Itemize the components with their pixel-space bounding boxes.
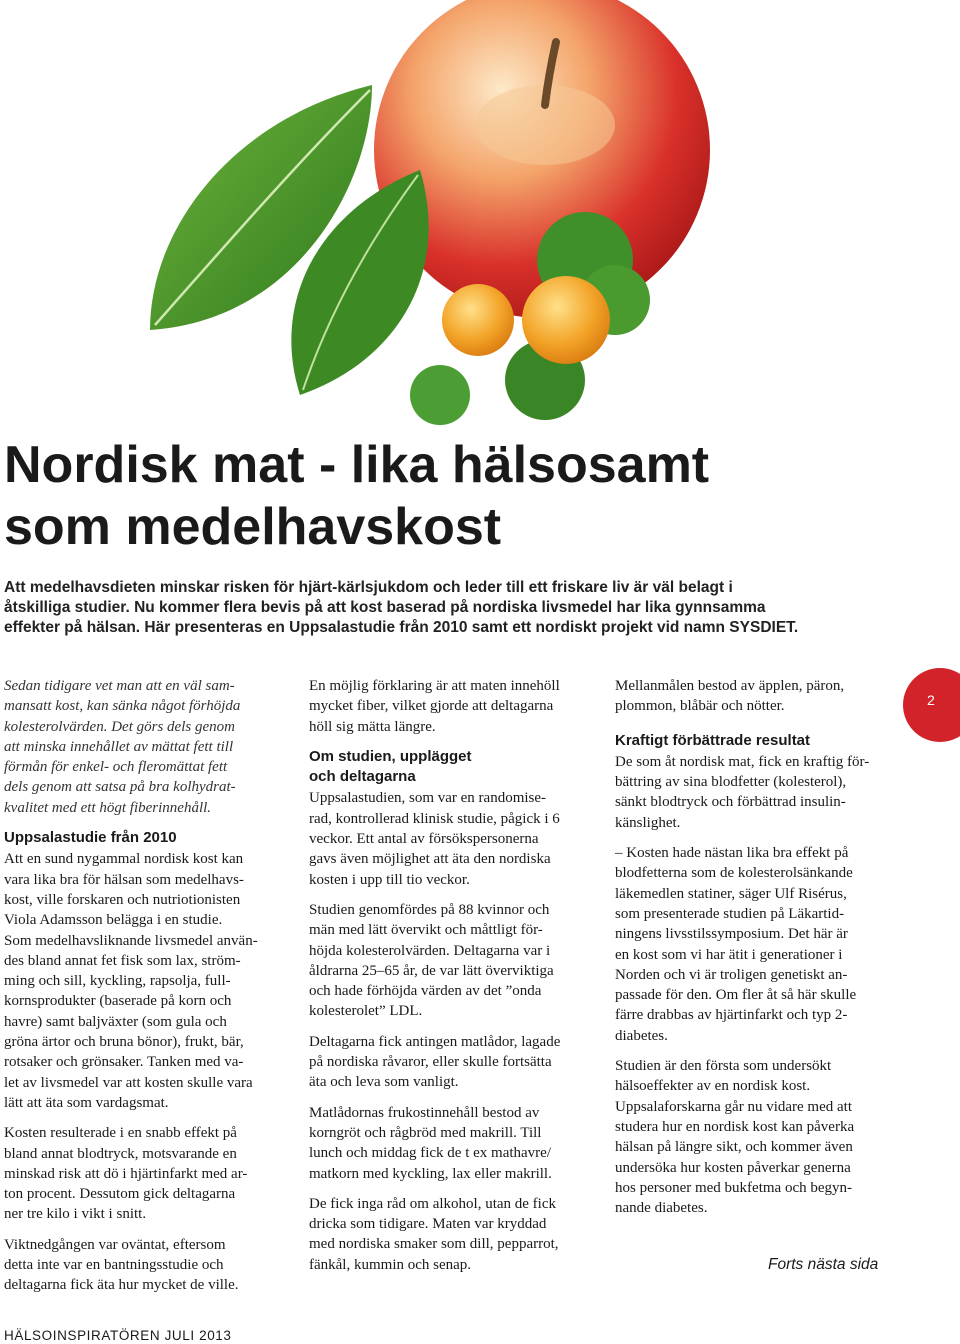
text-line: Viola Adamsson belägga i en studie.	[4, 912, 223, 929]
paragraph	[615, 1056, 899, 1218]
text-line: des bland annat fet fisk som lax, ström-	[4, 952, 241, 969]
text-line: hälsan på längre sikt, och kommer även	[615, 1139, 853, 1156]
text-line: vara lika bra för hälsan som medelhavs-	[4, 871, 244, 888]
text-line: åldrarna 25–65 år, de var lätt överviktiga	[309, 962, 554, 979]
text-line: som presenterade studien på Läkartid-	[615, 905, 845, 922]
text-line: Kosten resulterade i en snabb effekt på	[4, 1125, 237, 1142]
text-line: läkemedlen statiner, säger Ulf Risérus,	[615, 885, 847, 902]
section-heading	[309, 747, 589, 788]
title-line: Nordisk mat - lika hälsosamt	[4, 436, 710, 494]
text-line: höll sig mätta längre.	[309, 718, 436, 735]
heading-line: och deltagarna	[309, 768, 416, 786]
text-fragment: kolesterolvärden.	[4, 718, 108, 735]
text-line: passade för den. Om fler åt så här skulle	[615, 987, 857, 1004]
text-line: Deltagarna fick antingen matlådor, lagade	[309, 1033, 561, 1050]
text-line: Att en sund nygammal nordisk kost kan	[4, 851, 244, 868]
intro-paragraph	[4, 676, 276, 818]
text-line: sänkt blodtryck och förbättrad insulin-	[615, 794, 846, 811]
text-line: detta inte var en bantningsstudie och	[4, 1257, 224, 1274]
page-title	[4, 434, 944, 558]
text-line: Viktnedgången var oväntat, eftersom	[4, 1236, 226, 1253]
text-line: dels genom att satsa på bra kolhydrat-	[4, 779, 236, 796]
text-line: De som åt nordisk mat, fick en kraftig för-	[615, 753, 870, 770]
text-line: och hade förhöjda värden av det ”onda	[309, 983, 542, 1000]
text-line: havre) samt baljväxter (som gula och	[4, 1013, 227, 1030]
text-line: fänkål, kummin och senap.	[309, 1256, 472, 1273]
text-line: nande diabetes.	[615, 1200, 708, 1217]
text-fragment: Det görs dels genom	[111, 718, 235, 735]
text-line: Studien är den första som undersökt	[615, 1058, 832, 1075]
text-line: Uppsalastudien, som var en randomise-	[309, 790, 547, 807]
text-line: Norden och vi är troligen genetiskt an-	[615, 966, 848, 983]
text-line: lätt att äta som vardagsmat.	[4, 1094, 169, 1111]
section-heading: Uppsalastudie från 2010	[4, 829, 177, 847]
text-line: ner tre kilo i vikt i snitt.	[4, 1206, 147, 1223]
heading-line: Om studien, upplägget	[309, 747, 472, 765]
continued-note: Forts nästa sida	[768, 1256, 879, 1273]
text-line: äta och leva som vanligt.	[309, 1074, 459, 1091]
text-line: minskad risk att dö i hjärtinfarkt med ar-	[4, 1165, 248, 1182]
text-line: dricka som tidigare. Maten var kryddad	[309, 1216, 547, 1233]
text-line: let av livsmedel var att kosten skulle vara	[4, 1074, 253, 1091]
text-line: med nordiska smaker som dill, pepparrot,	[309, 1236, 559, 1253]
section-heading: Kraftigt förbättrade resultat	[615, 731, 811, 749]
text-line: Matlådornas frukostinnehåll bestod av	[309, 1104, 540, 1121]
text-line: rad, kontrollerad klinisk studie, pågick i 6	[309, 810, 560, 827]
text-line: De fick inga råd om alkohol, utan de fick	[309, 1195, 557, 1212]
title-line: som medelhavskost	[4, 498, 502, 556]
text-line: undersöka hur kosten påverkar generna	[615, 1159, 851, 1176]
paragraph	[4, 849, 276, 930]
text-line: kornsprodukter (baserade på korn och	[4, 993, 232, 1010]
paragraph	[309, 1103, 589, 1184]
paragraph	[615, 843, 899, 1046]
text-line: Mellanmålen bestod av äpplen, päron,	[615, 678, 845, 694]
column-2	[309, 676, 589, 1285]
text-line: studera hur en nordisk kost kan påverka	[615, 1118, 855, 1135]
text-line: matkorn med kyckling, lax eller makrill.	[309, 1165, 552, 1182]
paragraph	[4, 1235, 276, 1296]
paragraph	[309, 1032, 589, 1093]
text-line: kolesterolet” LDL.	[309, 1003, 423, 1020]
text-line: mansatt kost, kan sänka något förhöjda	[4, 698, 241, 715]
text-line: hos personer med bukfetma och begyn-	[615, 1179, 853, 1196]
lead-line: effekter på hälsan. Här presenteras en Uppsalastudie från 2010 samt ett nordiskt projekt vid namn SYSDIET.	[4, 619, 799, 636]
text-line: mycket fiber, vilket gjorde att deltagarna	[309, 698, 554, 715]
text-line: kost, ville forskaren och nutriotionisten	[4, 891, 241, 908]
column-1	[4, 676, 276, 1306]
text-line: En möjlig förklaring är att maten innehöll	[309, 678, 560, 694]
text-line: lunch och middag fick de t ex mathavre/	[309, 1145, 551, 1162]
text-line: ningens livsstilssymposium. Det här är	[615, 926, 848, 943]
text-line: – Kosten hade nästan lika bra effekt på	[615, 845, 849, 862]
text-line: på nordiska råvaror, eller skulle fortsätta	[309, 1054, 552, 1071]
lead-line: åtskilliga studier. Nu kommer flera bevis på att kost baserad på nordiska livsmedel har lika gynnsamma	[4, 599, 766, 616]
text-line: Sedan tidigare vet man att en väl sam-	[4, 678, 235, 694]
text-line: att minska innehållet av mättat fett till	[4, 738, 234, 755]
paragraph	[4, 931, 276, 1114]
text-line: hälsoeffekter av en nordisk kost.	[615, 1078, 811, 1095]
hero-image	[0, 0, 960, 430]
lead-paragraph	[4, 578, 864, 638]
text-line	[4, 717, 276, 737]
paragraph	[615, 752, 899, 833]
paragraph	[309, 1194, 589, 1275]
text-line: en kost som vi har ätit i generationer i	[615, 946, 843, 963]
column-3	[615, 676, 899, 1228]
paragraph	[4, 1123, 276, 1224]
text-line: diabetes.	[615, 1027, 668, 1044]
text-line: deltagarna fick äta hur mycket de ville.	[4, 1277, 239, 1294]
text-line: höjda kolesterolvärden. Deltagarna var i	[309, 942, 551, 959]
text-line: korngröt och rågbröd med makrill. Till	[309, 1124, 542, 1141]
text-line: blodfetterna som de kolesterolsänkande	[615, 865, 853, 882]
footer-publication: HÄLSOINSPIRATÖREN JULI 2013	[4, 1328, 232, 1343]
paragraph	[309, 900, 589, 1022]
paragraph	[309, 788, 589, 889]
page-number: 2	[927, 692, 935, 708]
text-line: kosten i upp till tio veckor.	[309, 871, 470, 888]
text-line: veckor. Ett antal av försökspersonerna	[309, 831, 539, 848]
text-line: kvalitet med ett högt fiberinnehåll.	[4, 799, 212, 816]
text-line: bland annat blodtryck, motsvarande en	[4, 1145, 237, 1162]
text-line: gröna ärtor och bruna bönor), frukt, bär,	[4, 1034, 244, 1051]
text-line: gavs även möjlighet att äta den nordiska	[309, 851, 551, 868]
text-line: bättring av sina blodfetter (kolesterol),	[615, 774, 847, 791]
text-line: färre drabbas av hjärtinfarkt och typ 2-	[615, 1007, 848, 1024]
text-line: Studien genomfördes på 88 kvinnor och	[309, 901, 550, 918]
paragraph	[309, 676, 589, 737]
text-line: plommon, blåbär och nötter.	[615, 698, 785, 715]
text-line: Uppsalaforskarna går nu vidare med att	[615, 1098, 852, 1115]
text-line: förmån för enkel- och fleromättat fett	[4, 759, 228, 776]
paragraph	[615, 676, 899, 717]
lead-line: Att medelhavsdieten minskar risken för hjärt-kärlsjukdom och leder till ett friskare liv är väl belagt i	[4, 579, 733, 596]
page-number-badge	[903, 668, 960, 742]
text-line: män med lätt övervikt och måttligt för-	[309, 922, 543, 939]
text-line: Som medelhavsliknande livsmedel använ-	[4, 932, 258, 949]
text-line: rotsaker och grönsaker. Tanken med va-	[4, 1054, 244, 1071]
text-line: ton procent. Dessutom gick deltagarna	[4, 1186, 236, 1203]
text-line: känslighet.	[615, 814, 681, 831]
text-line: ming och sill, kyckling, rapsolja, full-	[4, 973, 231, 990]
